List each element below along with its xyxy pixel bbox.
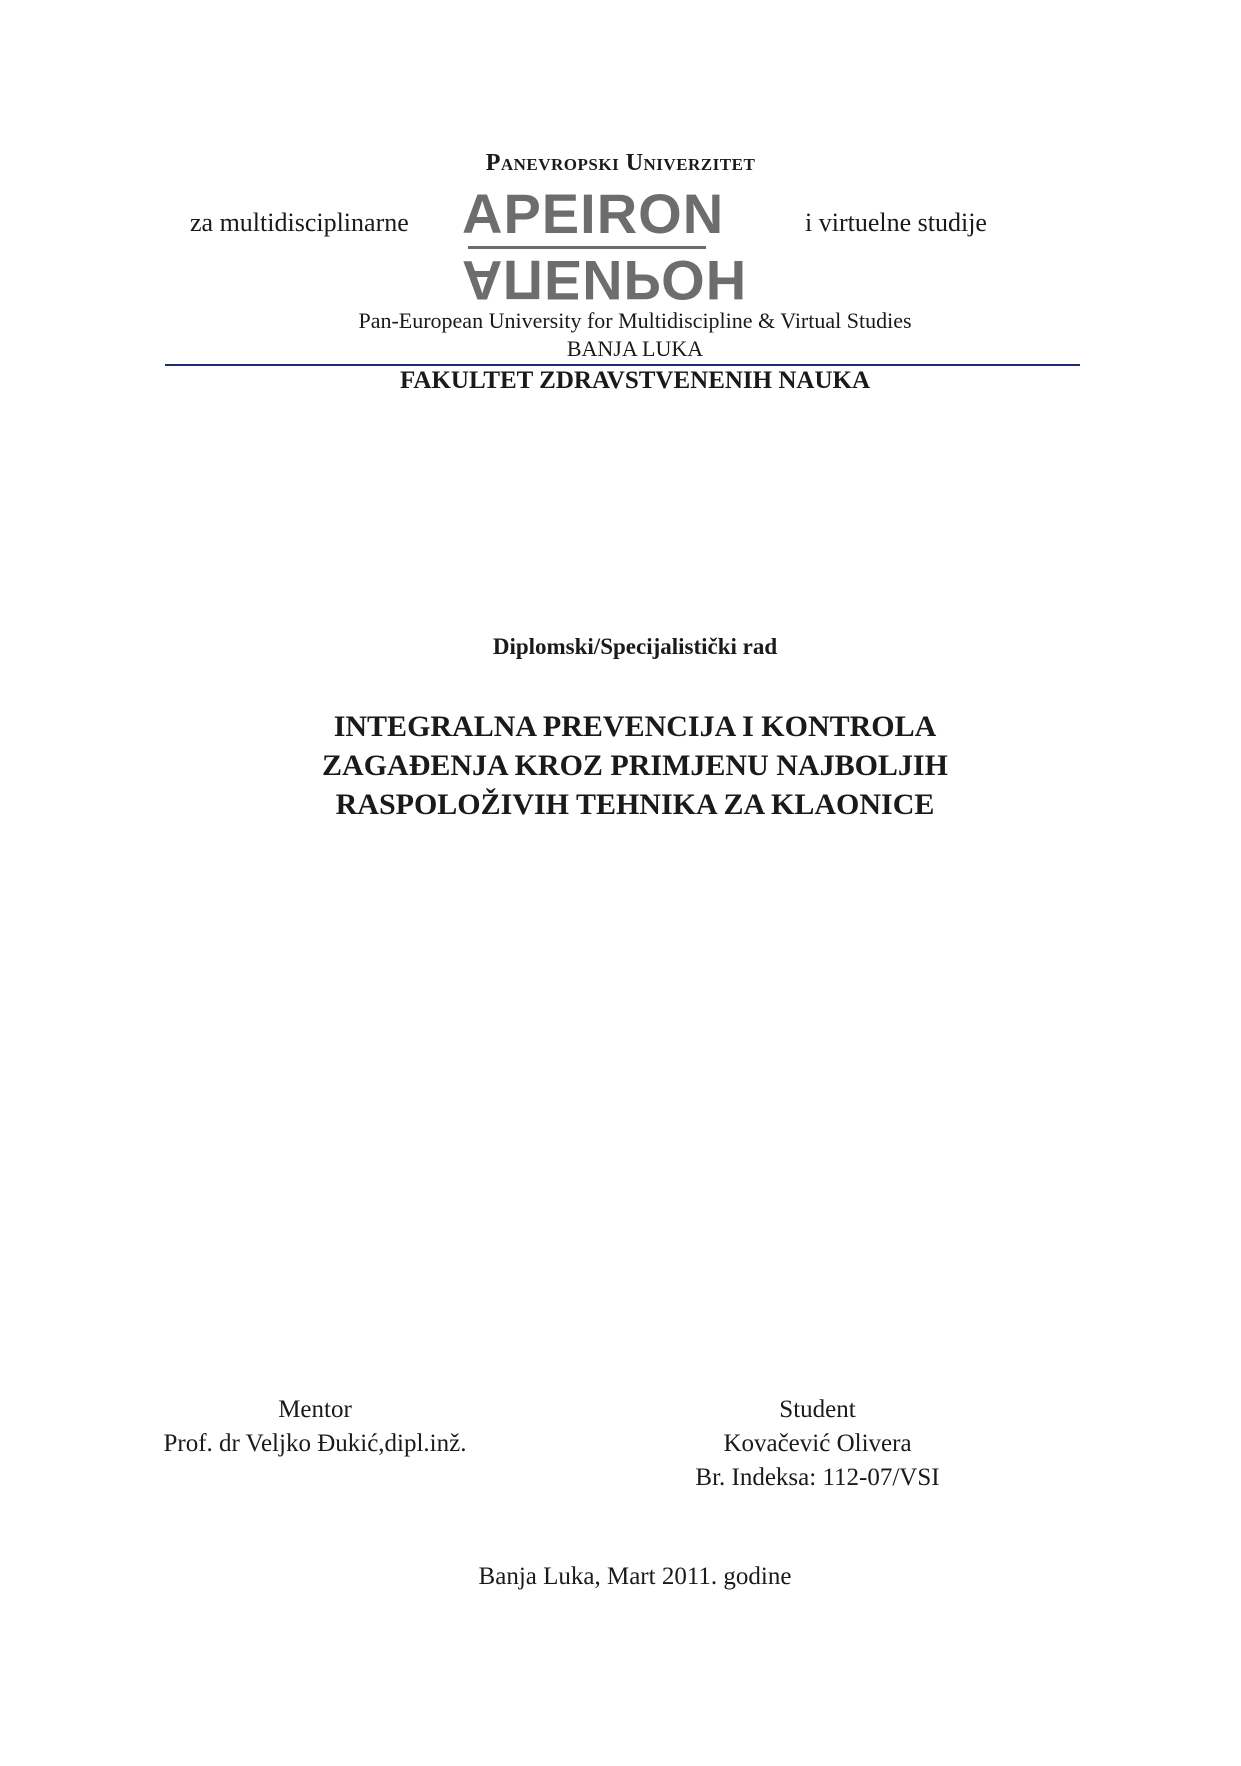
mentor-block: [120, 1393, 510, 1461]
faculty-name: FAKULTET ZDRAVSTVENENIH NAUKA: [399, 367, 871, 394]
mentor-label: Mentor: [278, 1396, 352, 1423]
university-name: Panevropski Univerzitet: [485, 150, 756, 176]
logo-text-mirrored: АПЕИРОН: [462, 249, 748, 312]
thesis-title-line: INTEGRALNA PREVENCIJA I KONTROLA: [333, 710, 937, 743]
place-and-date: Banja Luka, Mart 2011. godine: [478, 1563, 792, 1590]
thesis-type: Diplomski/Specijalistički rad: [492, 634, 778, 659]
university-subline-right: i virtuelne studije: [805, 208, 987, 237]
logo-text: APEIRON: [462, 182, 725, 245]
university-subline-left: za multidisciplinarne: [190, 208, 409, 237]
student-block: [630, 1393, 1005, 1495]
university-english-name: Pan-European University for Multidiscipline & Virtual Studies: [358, 308, 912, 333]
thesis-title-line: RASPOLOŽIVIH TEHNIKA ZA KLAONICE: [335, 788, 935, 821]
header-divider: [165, 364, 1080, 366]
student-index: Br. Indeksa: 112-07/VSI: [695, 1464, 940, 1491]
thesis-title: [0, 707, 1241, 824]
university-city: BANJA LUKA: [566, 336, 704, 361]
apeiron-logo: [462, 182, 748, 312]
thesis-title-line: ZAGAĐENJA KROZ PRIMJENU NAJBOLJIH: [322, 749, 948, 782]
mentor-name: Prof. dr Veljko Đukić,dipl.inž.: [163, 1430, 467, 1457]
student-name: Kovačević Olivera: [723, 1430, 912, 1457]
student-label: Student: [779, 1396, 856, 1423]
